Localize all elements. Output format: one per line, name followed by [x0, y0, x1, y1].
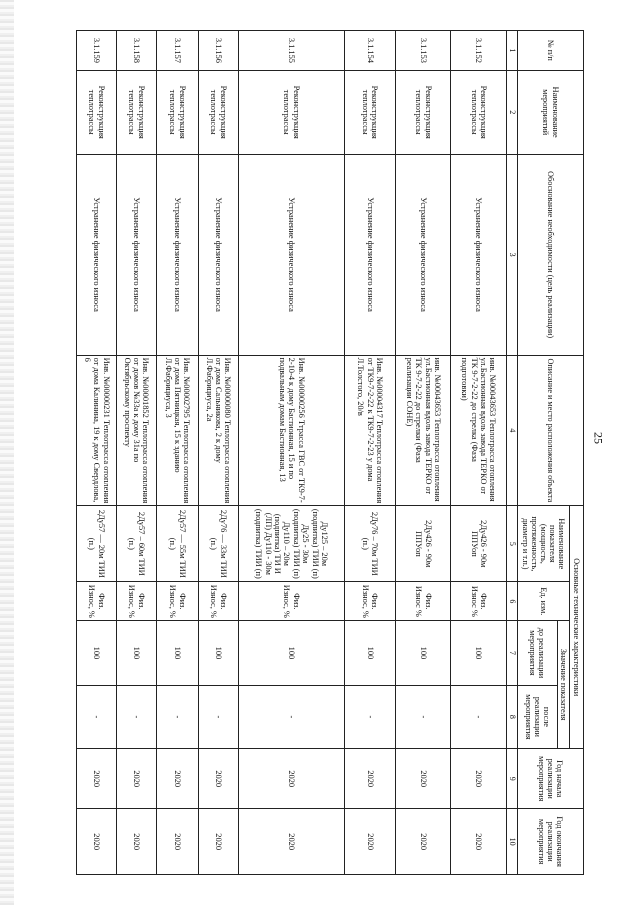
row-after: - — [77, 685, 117, 748]
row-name: Реконструкция теплотрассы — [396, 70, 451, 154]
measures-table — [76, 30, 584, 875]
row-before: 100 — [238, 621, 344, 686]
row-id: 3.1.152 — [451, 31, 506, 71]
header-number: № п/п — [517, 31, 583, 71]
row-start-year: 2020 — [451, 749, 506, 809]
column-number: 3 — [506, 154, 517, 355]
row-unit: Физ. Износ, % — [198, 582, 238, 621]
header-main-characteristics: Основные технические характеристики — [570, 506, 584, 749]
row-before: 100 — [396, 621, 451, 686]
row-after: - — [396, 685, 451, 748]
row-end-year: 2020 — [77, 809, 117, 875]
page-number: 25 — [591, 432, 606, 444]
table-row — [156, 31, 198, 875]
row-id: 3.1.159 — [77, 31, 117, 71]
row-after: - — [345, 685, 396, 748]
row-reason: Устранение физического износа — [198, 154, 238, 355]
row-name: Реконструкция теплотрассы — [451, 70, 506, 154]
row-indicator: 2Дy76 – 70м ТИИ (п.) — [345, 506, 396, 582]
row-indicator: 2Дy57 – 60м ТИИ (п.) — [116, 506, 156, 582]
rotated-table-container — [76, 30, 584, 875]
row-description: Инв. №00000231 Теплотрасса отопления от дома Калинина, 19 к дому Свердлова, 6 — [77, 355, 117, 506]
row-reason: Устранение физического износа — [451, 154, 506, 355]
header-unit: Ед. изм. — [517, 582, 569, 621]
row-unit: Физ. Износ, % — [156, 582, 198, 621]
row-start-year: 2020 — [345, 749, 396, 809]
row-reason: Устранение физического износа — [156, 154, 198, 355]
row-name: Реконструкция теплотрассы — [198, 70, 238, 154]
row-start-year: 2020 — [396, 749, 451, 809]
row-indicator: 2Дy57 — 55м ТИИ (п.) — [156, 506, 198, 582]
header-measure-name: Наименование мероприятий — [517, 70, 583, 154]
row-name: Реконструкция теплотрассы — [238, 70, 344, 154]
row-end-year: 2020 — [156, 809, 198, 875]
row-end-year: 2020 — [451, 809, 506, 875]
header-indicator: Наименование показателя (мощность, протяженность, диаметр и т.п.) — [517, 506, 569, 582]
row-description: Инв. №00000080 Теплотрасса отопления от дома Сальникова, 2 к дому Л.Фабрициуса, 2а — [198, 355, 238, 506]
row-id: 3.1.155 — [238, 31, 344, 71]
row-unit: Физ. Износ, % — [77, 582, 117, 621]
row-start-year: 2020 — [116, 749, 156, 809]
row-unit: Физ. Износ % — [451, 582, 506, 621]
row-before: 100 — [156, 621, 198, 686]
header-value-before: до реализации мероприятия — [517, 621, 557, 686]
row-end-year: 2020 — [198, 809, 238, 875]
scan-edge — [0, 0, 14, 905]
row-reason: Устранение физического износа — [116, 154, 156, 355]
row-unit: Физ. Износ, % — [345, 582, 396, 621]
row-start-year: 2020 — [198, 749, 238, 809]
row-id: 3.1.156 — [198, 31, 238, 71]
column-number: 8 — [506, 685, 517, 748]
column-number: 5 — [506, 506, 517, 582]
row-id: 3.1.153 — [396, 31, 451, 71]
row-start-year: 2020 — [77, 749, 117, 809]
header-start-year: Год начала реализации мероприятия — [517, 749, 583, 809]
row-name: Реконструкция теплотрассы — [156, 70, 198, 154]
row-reason: Устранение физического износа — [238, 154, 344, 355]
row-id: 3.1.158 — [116, 31, 156, 71]
row-reason: Устранение физического износа — [396, 154, 451, 355]
header-reason: Обоснование необходимости (цель реализации) — [517, 154, 583, 355]
row-indicator: Дy125 – 20м (подпитка) ТИИ (п) Дy25 - 30м (подпитка) ТИИ (п) Дy110 – 20м (подпитка) ТИ И (ЛП) Дy110 - 30м (подпитка) ТИИ (п) — [238, 506, 344, 582]
row-before: 100 — [198, 621, 238, 686]
table-row — [451, 31, 506, 875]
row-before: 100 — [345, 621, 396, 686]
row-reason: Устранение физического износа — [345, 154, 396, 355]
row-unit: Физ. Износ, % — [116, 582, 156, 621]
row-indicator: 2Дy426 - 90м ППУоп — [396, 506, 451, 582]
row-description: инв. №00043653 Теплотрасса отопления ул.Бастионная вдоль завода ТЕРКО от ТК 9-7-2-22 до стрелки (Фаза реализации СОНЕ) — [396, 355, 451, 506]
row-after: - — [156, 685, 198, 748]
row-indicator: 2Дy426 - 90м ППУоп — [451, 506, 506, 582]
row-name: Реконструкция теплотрассы — [116, 70, 156, 154]
table-row — [396, 31, 451, 875]
row-after: - — [116, 685, 156, 748]
row-description: Инв. №00000256 Ттрасса ГВС от ТК9-7-2-10-4 к дому Бастионная, 15 и по подвальным домам Бастионная, 13 — [238, 355, 344, 506]
row-name: Реконструкция теплотрассы — [345, 70, 396, 154]
row-indicator: 2Дy76 — 33м ТИИ (п.) — [198, 506, 238, 582]
column-number: 9 — [506, 749, 517, 809]
row-unit: Физ. Износ % — [396, 582, 451, 621]
row-after: - — [238, 685, 344, 748]
header-description: Описание и место расположения объекта — [517, 355, 583, 506]
row-after: - — [198, 685, 238, 748]
column-number: 4 — [506, 355, 517, 506]
row-end-year: 2020 — [345, 809, 396, 875]
row-end-year: 2020 — [396, 809, 451, 875]
table-row — [345, 31, 396, 875]
row-start-year: 2020 — [156, 749, 198, 809]
column-number: 7 — [506, 621, 517, 686]
header-value-after: после реализации мероприятия — [517, 685, 557, 748]
row-before: 100 — [116, 621, 156, 686]
header-end-year: Год окончания реализации мероприятия — [517, 809, 583, 875]
table-row — [198, 31, 238, 875]
row-unit: Физ. Износ, % — [238, 582, 344, 621]
column-number: 10 — [506, 809, 517, 875]
table-row — [77, 31, 117, 875]
column-number: 1 — [506, 31, 517, 71]
row-id: 3.1.154 — [345, 31, 396, 71]
column-number: 2 — [506, 70, 517, 154]
row-id: 3.1.157 — [156, 31, 198, 71]
row-end-year: 2020 — [116, 809, 156, 875]
row-reason: Устранение физического износа — [77, 154, 117, 355]
row-description: Инв. №00004317 Теплотрасса отопления от ТК9-7-2-22 к ТК9-7-2-23 у дома Л.Толстого, 20/в — [345, 355, 396, 506]
row-description: Инв. №00002795 Теплотрасса отопления от дома Пятницкая, 15 к зданию Л.Фабрициуса, 3 — [156, 355, 198, 506]
table-row — [116, 31, 156, 875]
row-before: 100 — [451, 621, 506, 686]
row-description: Инв. №00001852 Теплотрасса отопления от домов №33а к дому 31а по Октябрьскому проспекту — [116, 355, 156, 506]
header-indicator-values: Значение показателя — [557, 621, 569, 749]
row-indicator: 2Дy57 — 20м ТИИ (п.) — [77, 506, 117, 582]
column-number: 6 — [506, 582, 517, 621]
row-start-year: 2020 — [238, 749, 344, 809]
table-row — [238, 31, 344, 875]
row-end-year: 2020 — [238, 809, 344, 875]
row-after: - — [451, 685, 506, 748]
row-before: 100 — [77, 621, 117, 686]
row-description: инв. №00043653 Теплотрасса отопления ул.Бастионная вдоль завода ТЕРКО от ТК 9-7-2-22 до стрелка (Фаза подготовки) — [451, 355, 506, 506]
row-name: Реконструкция теплотрассы — [77, 70, 117, 154]
